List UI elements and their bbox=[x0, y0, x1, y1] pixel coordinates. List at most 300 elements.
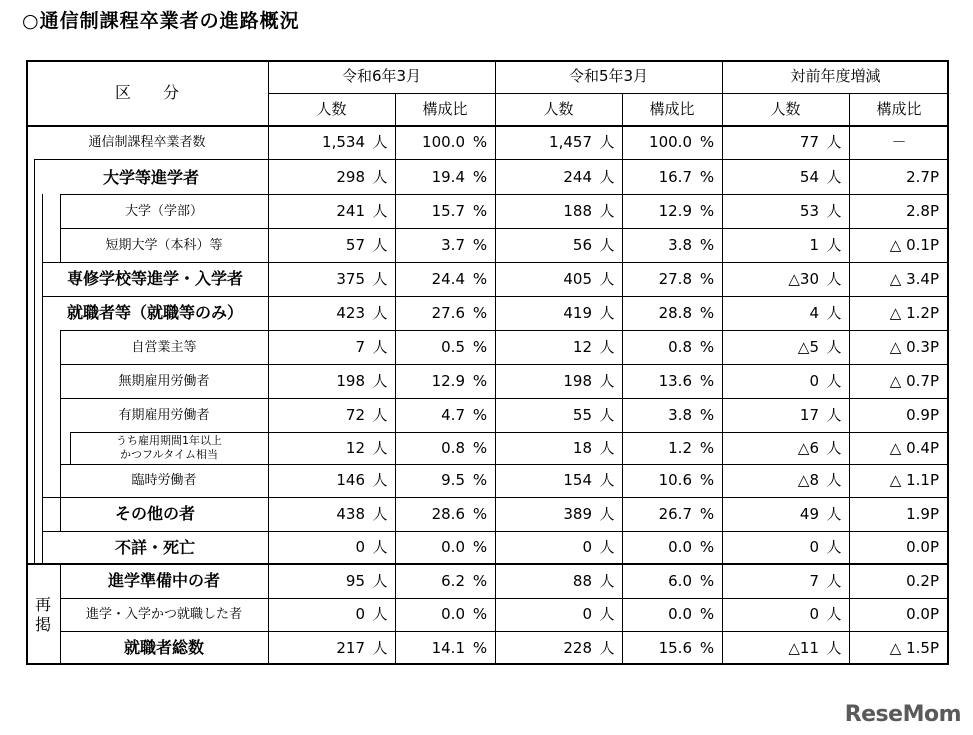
header-group-r5: 令和5年3月 bbox=[568, 67, 649, 85]
cell-r5n bbox=[495, 262, 622, 296]
cell-value: 18 bbox=[572, 438, 592, 457]
row-label: 短期大学（本科）等 bbox=[105, 237, 223, 253]
cell-r6p bbox=[395, 564, 495, 598]
cell-unit: % bbox=[472, 168, 488, 186]
cell-r5p bbox=[622, 126, 722, 159]
cell-unit: 人 bbox=[372, 571, 388, 590]
grid-line bbox=[60, 464, 949, 465]
cell-r5p bbox=[622, 432, 722, 464]
row-label-line-2: かつフルタイム相当 bbox=[120, 448, 218, 461]
cell-value: 28.8 bbox=[658, 303, 692, 322]
cell-unit: 人 bbox=[826, 201, 842, 220]
cell-r5n bbox=[495, 497, 622, 531]
cell-r5p bbox=[622, 564, 722, 598]
cell-dp bbox=[849, 497, 949, 531]
cell-value: 1.2 bbox=[668, 438, 692, 457]
cell-unit: % bbox=[472, 605, 488, 623]
cell-value: 54 bbox=[799, 168, 819, 186]
cell-unit: 人 bbox=[826, 303, 842, 322]
cell-r5n bbox=[495, 330, 622, 364]
cell-r5p bbox=[622, 228, 722, 262]
cell-value: 27.8 bbox=[658, 269, 692, 288]
cell-value: 0.0P bbox=[906, 538, 939, 556]
cell-unit: 人 bbox=[826, 471, 842, 489]
cell-value: 3.8 bbox=[668, 235, 692, 254]
cell-value: 0 bbox=[809, 538, 819, 556]
grid-line bbox=[34, 159, 949, 160]
cell-r6n bbox=[268, 262, 395, 296]
cell-unit: 人 bbox=[372, 538, 388, 556]
cell-value: 438 bbox=[336, 504, 365, 523]
row-label: その他の者 bbox=[114, 504, 195, 523]
grid-line bbox=[60, 598, 949, 599]
grid-line bbox=[70, 432, 71, 464]
grid-line bbox=[60, 194, 61, 262]
cell-value: 88 bbox=[572, 571, 592, 590]
cell-dn bbox=[722, 330, 849, 364]
row-label: 就職者等（就職等のみ） bbox=[66, 303, 243, 322]
cell-value: 1,534 bbox=[322, 133, 365, 151]
cell-value: 2.7P bbox=[906, 168, 939, 186]
cell-value: 0 bbox=[582, 538, 592, 556]
row-label: 就職者総数 bbox=[123, 638, 204, 657]
cell-value: △ 0.4P bbox=[889, 438, 939, 457]
cell-unit: % bbox=[472, 201, 488, 220]
cell-value: 95 bbox=[345, 571, 365, 590]
cell-unit: 人 bbox=[826, 571, 842, 590]
cell-r6p bbox=[395, 262, 495, 296]
cell-unit: % bbox=[472, 538, 488, 556]
cell-value: 0.0 bbox=[441, 538, 465, 556]
cell-r6n bbox=[268, 296, 395, 330]
row-label: 有期雇用労働者 bbox=[118, 407, 210, 423]
grid-line bbox=[622, 93, 623, 665]
cell-r6n bbox=[268, 364, 395, 398]
grid-line bbox=[26, 125, 949, 127]
cell-unit: 人 bbox=[372, 235, 388, 254]
cell-value: △5 bbox=[797, 337, 819, 356]
grid-line bbox=[26, 663, 949, 665]
cell-unit: 人 bbox=[599, 303, 615, 322]
cell-unit: % bbox=[699, 371, 715, 390]
cell-value: 49 bbox=[799, 504, 819, 523]
cell-value: 14.1 bbox=[431, 638, 465, 657]
grid-line bbox=[395, 93, 396, 665]
career-outcomes-table bbox=[26, 60, 949, 665]
subheader-diff-ratio: 構成比 bbox=[876, 100, 922, 118]
cell-unit: 人 bbox=[599, 438, 615, 457]
cell-value: － bbox=[891, 133, 907, 151]
cell-value: 6.2 bbox=[441, 571, 465, 590]
cell-value: 55 bbox=[572, 405, 592, 424]
cell-r6n bbox=[268, 194, 395, 228]
cell-value: 53 bbox=[799, 201, 819, 220]
cell-r6n bbox=[268, 598, 395, 631]
cell-value: △30 bbox=[788, 269, 819, 288]
cell-value: 12.9 bbox=[431, 371, 465, 390]
cell-unit: 人 bbox=[826, 337, 842, 356]
cell-unit: % bbox=[472, 471, 488, 489]
cell-r5n bbox=[495, 161, 622, 194]
cell-r6p bbox=[395, 228, 495, 262]
cell-value: 7 bbox=[809, 571, 819, 590]
grid-line bbox=[42, 262, 949, 263]
cell-dn bbox=[722, 296, 849, 330]
cell-unit: 人 bbox=[599, 201, 615, 220]
cell-unit: % bbox=[699, 303, 715, 322]
cell-unit: 人 bbox=[826, 538, 842, 556]
cell-value: 217 bbox=[336, 638, 365, 657]
cell-value: △8 bbox=[797, 471, 819, 489]
side-label-char-2: 掲 bbox=[34, 614, 51, 634]
cell-value: △ 1.5P bbox=[889, 638, 939, 657]
cell-r5n bbox=[495, 464, 622, 497]
cell-value: 298 bbox=[336, 168, 365, 186]
row-label: 進学準備中の者 bbox=[107, 571, 220, 590]
row-label: 進学・入学かつ就職した者 bbox=[85, 607, 242, 622]
cell-unit: % bbox=[699, 405, 715, 424]
cell-dn bbox=[722, 228, 849, 262]
cell-unit: % bbox=[472, 303, 488, 322]
cell-value: 0.9P bbox=[906, 405, 939, 424]
cell-r6n bbox=[268, 161, 395, 194]
cell-unit: 人 bbox=[826, 605, 842, 623]
cell-unit: 人 bbox=[372, 504, 388, 523]
cell-r5n bbox=[495, 531, 622, 564]
cell-r6p bbox=[395, 464, 495, 497]
cell-value: 0.0P bbox=[906, 605, 939, 623]
cell-value: 15.6 bbox=[658, 638, 692, 657]
cell-r5n bbox=[495, 296, 622, 330]
cell-r6p bbox=[395, 194, 495, 228]
cell-r6n bbox=[268, 464, 395, 497]
cell-r5p bbox=[622, 161, 722, 194]
cell-r6n bbox=[268, 531, 395, 564]
cell-dn bbox=[722, 126, 849, 159]
side-label-char-1: 再 bbox=[34, 595, 51, 615]
cell-value: 0.8 bbox=[668, 337, 692, 356]
cell-unit: 人 bbox=[599, 371, 615, 390]
cell-r5p bbox=[622, 531, 722, 564]
cell-dp bbox=[849, 398, 949, 432]
cell-value: 2.8P bbox=[906, 201, 939, 220]
cell-unit: % bbox=[472, 371, 488, 390]
cell-dp bbox=[849, 432, 949, 464]
cell-unit: 人 bbox=[372, 371, 388, 390]
cell-unit: 人 bbox=[826, 168, 842, 186]
cell-value: 423 bbox=[336, 303, 365, 322]
grid-line bbox=[42, 194, 43, 564]
cell-unit: % bbox=[472, 571, 488, 590]
cell-unit: % bbox=[699, 571, 715, 590]
cell-value: 0.0 bbox=[441, 605, 465, 623]
grid-line bbox=[34, 159, 35, 564]
row-label: 臨時労働者 bbox=[131, 473, 197, 488]
cell-value: 3.8 bbox=[668, 405, 692, 424]
grid-line bbox=[42, 296, 949, 297]
cell-r5p bbox=[622, 464, 722, 497]
row-label: 無期雇用労働者 bbox=[118, 373, 210, 389]
cell-value: 0.0 bbox=[668, 538, 692, 556]
cell-r6p bbox=[395, 598, 495, 631]
cell-unit: % bbox=[472, 337, 488, 356]
cell-dp bbox=[849, 364, 949, 398]
cell-r5n bbox=[495, 598, 622, 631]
cell-value: 57 bbox=[345, 235, 365, 254]
cell-unit: 人 bbox=[372, 168, 388, 186]
cell-value: 72 bbox=[345, 405, 365, 424]
cell-unit: 人 bbox=[599, 133, 615, 151]
grid-line bbox=[60, 194, 949, 195]
cell-value: 3.7 bbox=[441, 235, 465, 254]
cell-dn bbox=[722, 194, 849, 228]
header-group-r6: 令和6年3月 bbox=[341, 67, 422, 85]
cell-value: △ 0.1P bbox=[889, 235, 939, 254]
row-label: 自営業主等 bbox=[131, 339, 197, 355]
cell-r6p bbox=[395, 631, 495, 665]
cell-dn bbox=[722, 398, 849, 432]
resemom-logo: ReseMom bbox=[844, 702, 961, 727]
cell-r6n bbox=[268, 398, 395, 432]
cell-value: 375 bbox=[336, 269, 365, 288]
cell-unit: 人 bbox=[599, 605, 615, 623]
subheader-r5-count: 人数 bbox=[543, 100, 574, 118]
cell-r5p bbox=[622, 296, 722, 330]
cell-value: 154 bbox=[563, 471, 592, 489]
cell-unit: % bbox=[699, 235, 715, 254]
row-label: 通信制課程卒業者数 bbox=[88, 135, 206, 150]
cell-value: △ 0.7P bbox=[889, 371, 939, 390]
cell-unit: 人 bbox=[599, 638, 615, 657]
cell-dn bbox=[722, 464, 849, 497]
cell-unit: 人 bbox=[372, 269, 388, 288]
cell-r6n bbox=[268, 228, 395, 262]
grid-line bbox=[26, 60, 28, 665]
cell-unit: 人 bbox=[599, 337, 615, 356]
cell-r5n bbox=[495, 631, 622, 665]
subheader-r6-count: 人数 bbox=[316, 100, 347, 118]
grid-line bbox=[495, 60, 496, 665]
cell-r5p bbox=[622, 364, 722, 398]
cell-value: 0 bbox=[582, 605, 592, 623]
cell-unit: 人 bbox=[599, 269, 615, 288]
cell-dp bbox=[849, 262, 949, 296]
cell-r5n bbox=[495, 432, 622, 464]
cell-r6p bbox=[395, 161, 495, 194]
cell-unit: % bbox=[472, 269, 488, 288]
cell-unit: 人 bbox=[826, 269, 842, 288]
cell-r5p bbox=[622, 497, 722, 531]
cell-unit: % bbox=[472, 133, 488, 151]
cell-value: 15.7 bbox=[431, 201, 465, 220]
cell-r6p bbox=[395, 497, 495, 531]
cell-value: 12.9 bbox=[658, 201, 692, 220]
cell-value: 26.7 bbox=[658, 504, 692, 523]
cell-value: 198 bbox=[336, 371, 365, 390]
grid-line bbox=[26, 60, 949, 62]
cell-value: △6 bbox=[797, 438, 819, 457]
cell-unit: % bbox=[699, 538, 715, 556]
cell-r6p bbox=[395, 432, 495, 464]
cell-value: 28.6 bbox=[431, 504, 465, 523]
cell-r5p bbox=[622, 194, 722, 228]
cell-dn bbox=[722, 598, 849, 631]
header-category: 区 分 bbox=[114, 83, 179, 102]
cell-value: 13.6 bbox=[658, 371, 692, 390]
cell-r6p bbox=[395, 364, 495, 398]
subheader-r6-ratio: 構成比 bbox=[422, 100, 468, 118]
cell-unit: % bbox=[699, 269, 715, 288]
cell-value: 17 bbox=[799, 405, 819, 424]
cell-value: △ 1.1P bbox=[889, 471, 939, 489]
cell-unit: % bbox=[699, 638, 715, 657]
cell-unit: % bbox=[699, 471, 715, 489]
cell-unit: % bbox=[472, 438, 488, 457]
header-group-diff: 対前年度増減 bbox=[790, 67, 881, 85]
cell-r5n bbox=[495, 194, 622, 228]
cell-unit: % bbox=[699, 133, 715, 151]
cell-r6p bbox=[395, 126, 495, 159]
cell-unit: 人 bbox=[599, 168, 615, 186]
cell-value: 27.6 bbox=[431, 303, 465, 322]
cell-value: 9.5 bbox=[441, 471, 465, 489]
cell-value: 4.7 bbox=[441, 405, 465, 424]
grid-line bbox=[70, 432, 949, 433]
cell-dn bbox=[722, 262, 849, 296]
row-label bbox=[70, 432, 268, 464]
cell-unit: 人 bbox=[826, 638, 842, 657]
cell-r5n bbox=[495, 228, 622, 262]
cell-unit: 人 bbox=[372, 201, 388, 220]
grid-line bbox=[60, 228, 949, 229]
grid-line bbox=[60, 631, 949, 632]
cell-dn bbox=[722, 531, 849, 564]
cell-unit: 人 bbox=[372, 405, 388, 424]
cell-r5n bbox=[495, 364, 622, 398]
cell-value: 0 bbox=[355, 538, 365, 556]
cell-dp bbox=[849, 531, 949, 564]
cell-unit: % bbox=[699, 337, 715, 356]
cell-unit: % bbox=[699, 438, 715, 457]
cell-value: 16.7 bbox=[658, 168, 692, 186]
cell-dp bbox=[849, 330, 949, 364]
cell-r5p bbox=[622, 598, 722, 631]
cell-unit: 人 bbox=[826, 405, 842, 424]
subheader-diff-count: 人数 bbox=[770, 100, 801, 118]
cell-dp bbox=[849, 161, 949, 194]
grid-line bbox=[60, 398, 949, 399]
cell-dp bbox=[849, 126, 949, 159]
cell-value: 419 bbox=[563, 303, 592, 322]
cell-r6n bbox=[268, 126, 395, 159]
cell-unit: 人 bbox=[826, 504, 842, 523]
cell-r6n bbox=[268, 631, 395, 665]
row-label: 専修学校等進学・入学者 bbox=[66, 269, 243, 288]
cell-unit: 人 bbox=[826, 371, 842, 390]
cell-unit: 人 bbox=[599, 405, 615, 424]
cell-unit: % bbox=[472, 504, 488, 523]
cell-unit: % bbox=[699, 605, 715, 623]
cell-unit: % bbox=[699, 504, 715, 523]
grid-line bbox=[60, 564, 61, 665]
cell-value: △11 bbox=[788, 638, 819, 657]
grid-line bbox=[722, 60, 723, 665]
row-label: 不詳・死亡 bbox=[114, 537, 195, 557]
cell-r6p bbox=[395, 296, 495, 330]
cell-value: 100.0 bbox=[649, 133, 692, 151]
cell-unit: 人 bbox=[826, 235, 842, 254]
cell-value: 6.0 bbox=[668, 571, 692, 590]
cell-value: 389 bbox=[563, 504, 592, 523]
cell-r6n bbox=[268, 564, 395, 598]
cell-value: 241 bbox=[336, 201, 365, 220]
cell-unit: % bbox=[472, 638, 488, 657]
cell-unit: 人 bbox=[826, 133, 842, 151]
cell-unit: 人 bbox=[599, 538, 615, 556]
cell-unit: 人 bbox=[372, 133, 388, 151]
cell-value: 405 bbox=[563, 269, 592, 288]
cell-value: 1.9P bbox=[906, 504, 939, 523]
cell-dn bbox=[722, 564, 849, 598]
cell-value: 77 bbox=[799, 133, 819, 151]
cell-value: 7 bbox=[355, 337, 365, 356]
cell-r6p bbox=[395, 398, 495, 432]
cell-unit: % bbox=[472, 235, 488, 254]
row-label: 大学（学部） bbox=[124, 203, 203, 219]
cell-value: 0 bbox=[355, 605, 365, 623]
cell-value: 12 bbox=[572, 337, 592, 356]
cell-dp bbox=[849, 598, 949, 631]
cell-r6p bbox=[395, 531, 495, 564]
grid-line bbox=[947, 60, 949, 665]
cell-r5n bbox=[495, 126, 622, 159]
cell-r5n bbox=[495, 564, 622, 598]
row-label: 大学等進学者 bbox=[102, 167, 199, 187]
cell-unit: 人 bbox=[826, 438, 842, 457]
grid-line bbox=[268, 60, 269, 665]
cell-r5p bbox=[622, 631, 722, 665]
cell-dn bbox=[722, 161, 849, 194]
grid-line bbox=[42, 531, 949, 532]
cell-unit: 人 bbox=[599, 571, 615, 590]
cell-value: 1,457 bbox=[549, 133, 592, 151]
cell-dp bbox=[849, 296, 949, 330]
cell-value: 228 bbox=[563, 638, 592, 657]
cell-value: 0 bbox=[809, 605, 819, 623]
cell-dp bbox=[849, 631, 949, 665]
cell-value: 146 bbox=[336, 471, 365, 489]
cell-unit: 人 bbox=[599, 471, 615, 489]
cell-dp bbox=[849, 228, 949, 262]
cell-r5p bbox=[622, 262, 722, 296]
cell-value: 10.6 bbox=[658, 471, 692, 489]
cell-value: 19.4 bbox=[431, 168, 465, 186]
grid-line bbox=[268, 93, 949, 94]
cell-dp bbox=[849, 194, 949, 228]
cell-unit: 人 bbox=[372, 638, 388, 657]
cell-value: 0.8 bbox=[441, 438, 465, 457]
cell-value: △ 3.4P bbox=[889, 269, 939, 288]
cell-value: 4 bbox=[809, 303, 819, 322]
grid-line bbox=[60, 364, 949, 365]
cell-value: 0.0 bbox=[668, 605, 692, 623]
grid-line bbox=[26, 563, 949, 565]
cell-r6n bbox=[268, 497, 395, 531]
page-title: ○通信制課程卒業者の進路概況 bbox=[22, 10, 300, 32]
cell-unit: 人 bbox=[599, 504, 615, 523]
cell-value: 24.4 bbox=[431, 269, 465, 288]
cell-value: 12 bbox=[345, 438, 365, 457]
